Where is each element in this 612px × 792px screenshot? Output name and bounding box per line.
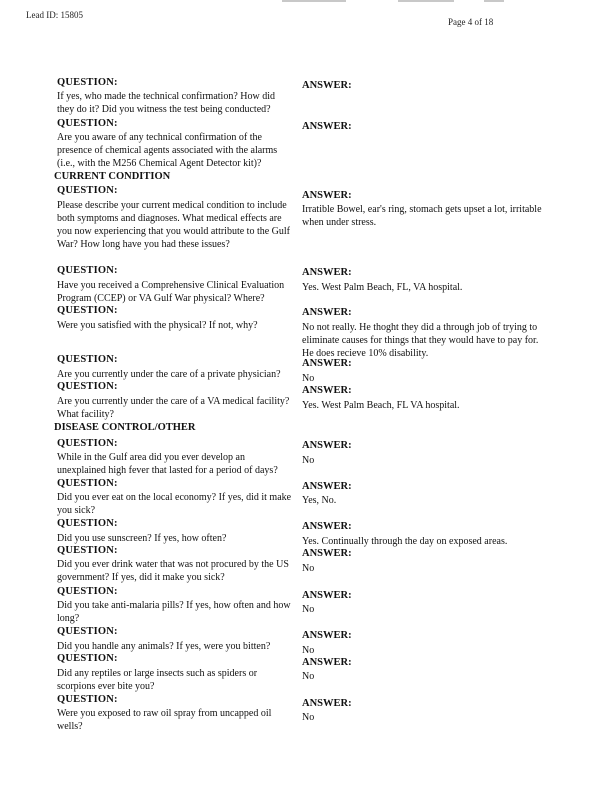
answer-text: Yes, No. <box>302 495 337 506</box>
question-label: QUESTION: <box>57 586 118 597</box>
answer-text: Yes. West Palm Beach, FL, VA hospital. <box>302 282 463 293</box>
answer-label: ANSWER: <box>302 307 352 318</box>
answer-label: ANSWER: <box>302 190 352 201</box>
question-text: Have you received a Comprehensive Clinical Evaluation Program (CCEP) or VA Gulf War physical? Where? <box>57 280 285 304</box>
answer-label: ANSWER: <box>302 481 352 492</box>
question-label: QUESTION: <box>57 694 118 705</box>
question-text: Did you handle any animals? If yes, were you bitten? <box>57 641 271 652</box>
answer-label: ANSWER: <box>302 630 352 641</box>
answer-label: ANSWER: <box>302 385 352 396</box>
question-text: Did any reptiles or large insects such as spiders or scorpions ever bite you? <box>57 668 258 692</box>
answer-label: ANSWER: <box>302 267 352 278</box>
answer-label: ANSWER: <box>302 590 352 601</box>
answer-text: Yes. West Palm Beach, FL VA hospital. <box>302 400 460 411</box>
question-text: Please describe your current medical condition to include both symptoms and diagnoses. What medical effects are you now experiencing that you would attribute to the Gulf War? How long have you had these issues? <box>57 200 291 250</box>
page-number: Page 4 of 18 <box>448 17 494 27</box>
section-heading: CURRENT CONDITION <box>54 171 171 182</box>
question-label: QUESTION: <box>57 518 118 529</box>
answer-label: ANSWER: <box>302 121 352 132</box>
question-text: Did you ever drink water that was not procured by the US government? If yes, did it make you sick? <box>57 559 289 583</box>
answer-text: No <box>302 563 315 574</box>
question-text: Did you ever eat on the local economy? If yes, did it make you sick? <box>57 492 292 516</box>
question-label: QUESTION: <box>57 354 118 365</box>
question-text: Are you currently under the care of a VA medical facility? What facility? <box>57 396 290 420</box>
question-label: QUESTION: <box>57 265 118 276</box>
question-text: Were you satisfied with the physical? If not, why? <box>57 320 258 331</box>
question-text: Did you take anti-malaria pills? If yes, how often and how long? <box>57 600 291 624</box>
question-text: If yes, who made the technical confirmation? How did they do it? Did you witness the test being conducted? <box>57 91 275 115</box>
answer-text: No <box>302 455 315 466</box>
question-label: QUESTION: <box>57 77 118 88</box>
answer-label: ANSWER: <box>302 698 352 709</box>
question-label: QUESTION: <box>57 185 118 196</box>
answer-label: ANSWER: <box>302 80 352 91</box>
answer-text: Yes. Continually through the day on exposed areas. <box>302 536 508 547</box>
question-label: QUESTION: <box>57 438 118 449</box>
answer-text: No <box>302 671 315 682</box>
question-label: QUESTION: <box>57 305 118 316</box>
answer-label: ANSWER: <box>302 657 352 668</box>
question-label: QUESTION: <box>57 653 118 664</box>
answer-label: ANSWER: <box>302 548 352 559</box>
scan-artifact-line <box>484 0 504 2</box>
question-text: Are you aware of any technical confirmation of the presence of chemical agents associated with the alarms (i.e., with the M256 Chemical Agent Detector kit)? <box>57 132 278 169</box>
answer-label: ANSWER: <box>302 358 352 369</box>
question-label: QUESTION: <box>57 626 118 637</box>
answer-text: No <box>302 373 315 384</box>
answer-text: No <box>302 712 315 723</box>
question-text: Did you use sunscreen? If yes, how often? <box>57 533 227 544</box>
answer-text: Irratible Bowel, ear's ring, stomach gets upset a lot, irritable when under stress. <box>302 204 542 228</box>
lead-id: Lead ID: 15805 <box>26 10 83 20</box>
answer-text: No <box>302 645 315 656</box>
answer-label: ANSWER: <box>302 440 352 451</box>
question-text: Are you currently under the care of a private physician? <box>57 369 281 380</box>
answer-text: No not really. He thoght they did a through job of trying to eliminate causes for things that they would have to pay for. He does recieve 10% disability. <box>302 322 539 359</box>
question-text: While in the Gulf area did you ever develop an unexplained high fever that lasted for a period of days? <box>57 452 278 476</box>
question-label: QUESTION: <box>57 478 118 489</box>
question-label: QUESTION: <box>57 381 118 392</box>
answer-text: No <box>302 604 315 615</box>
question-label: QUESTION: <box>57 545 118 556</box>
question-text: Were you exposed to raw oil spray from uncapped oil wells? <box>57 708 272 732</box>
section-heading: DISEASE CONTROL/OTHER <box>54 422 196 433</box>
scan-artifact-line <box>282 0 346 2</box>
question-label: QUESTION: <box>57 118 118 129</box>
scan-artifact-line <box>398 0 454 2</box>
answer-label: ANSWER: <box>302 521 352 532</box>
